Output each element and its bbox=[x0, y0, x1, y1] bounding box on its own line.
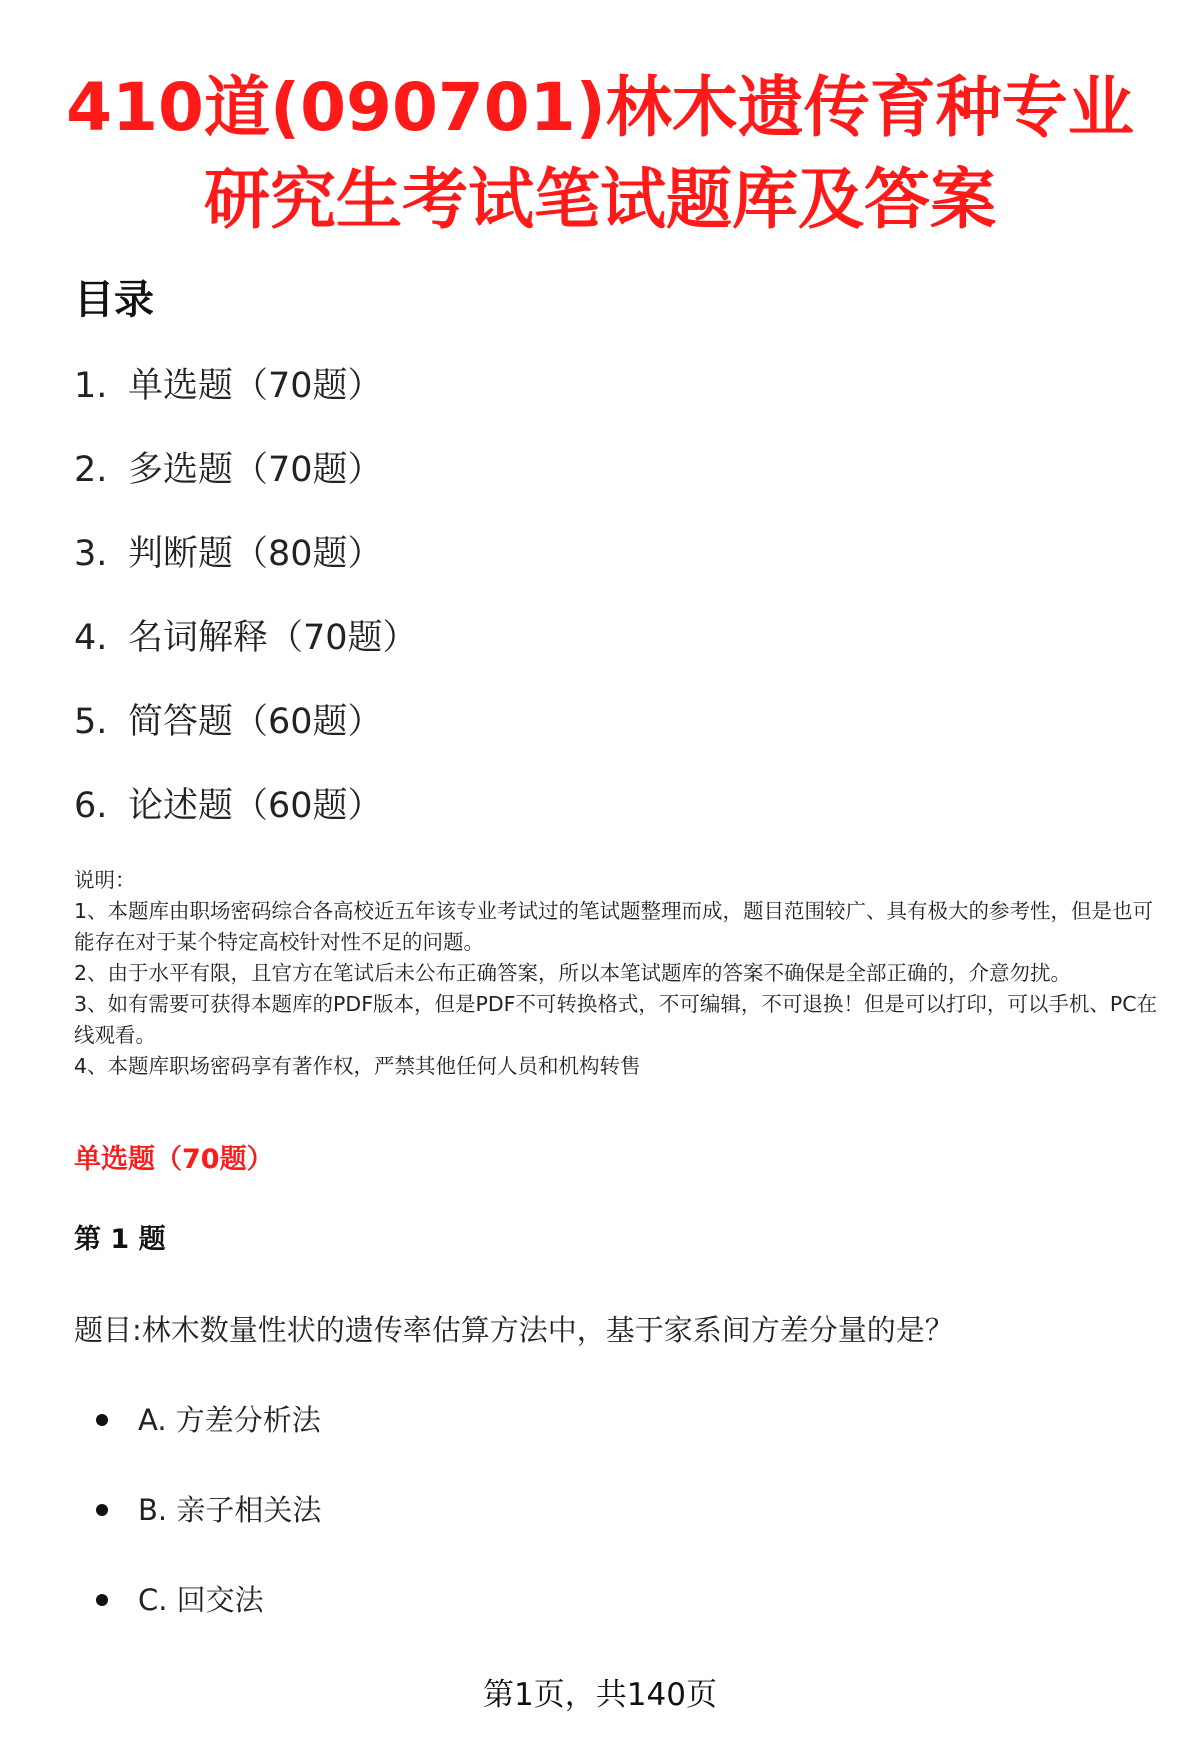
page-footer: 第1页，共140页 bbox=[483, 1677, 717, 1713]
toc-item-label: 论述题（60题） bbox=[128, 786, 383, 826]
bullet-icon bbox=[96, 1504, 108, 1516]
question-text: 题目:林木数量性状的遗传率估算方法中，基于家系间方差分量的是？ bbox=[74, 1313, 954, 1347]
option-item bbox=[96, 1488, 321, 1578]
toc-heading: 目录 bbox=[74, 277, 154, 323]
bullet-icon bbox=[96, 1414, 108, 1426]
question-number: 第 1 题 bbox=[74, 1224, 166, 1255]
toc-item bbox=[74, 528, 418, 612]
note-paragraph: 3、如有需要可获得本题库的PDF版本，但是PDF不可转换格式，不可编辑，不可退换！但是可以打印，可以手机、PC在线观看。 bbox=[74, 992, 1158, 1047]
note-paragraph: 1、本题库由职场密码综合各高校近五年该专业考试过的笔试题整理而成，题目范围较广、具有极大的参考性，但是也可能存在对于某个特定高校针对性不足的问题。 bbox=[74, 899, 1154, 954]
option-item bbox=[96, 1578, 321, 1668]
toc-item-number: 2. bbox=[74, 450, 108, 490]
toc-item-number: 1. bbox=[74, 366, 108, 406]
toc-item bbox=[74, 360, 418, 444]
toc-item-label: 单选题（70题） bbox=[128, 366, 383, 406]
toc-item-number: 3. bbox=[74, 534, 108, 574]
document-title-line-2: 研究生考试笔试题库及答案 bbox=[204, 161, 996, 238]
option-label: C. 回交法 bbox=[138, 1583, 264, 1617]
toc-item bbox=[74, 444, 418, 528]
toc-item-number: 6. bbox=[74, 786, 108, 826]
note-paragraph: 2、由于水平有限，且官方在笔试后未公布正确答案，所以本笔试题库的答案不确保是全部正确的，介意勿扰。 bbox=[74, 961, 1072, 985]
note-paragraph: 4、本题库职场密码享有著作权，严禁其他任何人员和机构转售 bbox=[74, 1054, 641, 1078]
option-item bbox=[96, 1398, 321, 1488]
toc-item-label: 判断题（80题） bbox=[128, 534, 383, 574]
bullet-icon bbox=[96, 1594, 108, 1606]
toc-item bbox=[74, 696, 418, 780]
table-of-contents bbox=[74, 360, 418, 864]
option-label: B. 亲子相关法 bbox=[138, 1493, 322, 1527]
toc-item bbox=[74, 780, 418, 864]
toc-item-label: 名词解释（70题） bbox=[128, 618, 418, 658]
toc-item-label: 多选题（70题） bbox=[128, 450, 383, 490]
section-title: 单选题（70题） bbox=[74, 1144, 274, 1175]
document-title-line-1: 410道(090701)林木遗传育种专业 bbox=[66, 69, 1134, 146]
toc-item-number: 5. bbox=[74, 702, 108, 742]
option-label: A. 方差分析法 bbox=[138, 1403, 321, 1437]
notes-heading: 说明： bbox=[74, 868, 136, 892]
document-title bbox=[0, 62, 1200, 246]
toc-item bbox=[74, 612, 418, 696]
options-list bbox=[96, 1398, 321, 1668]
toc-item-number: 4. bbox=[74, 618, 108, 658]
notes-block bbox=[74, 865, 1164, 1082]
toc-item-label: 简答题（60题） bbox=[128, 702, 383, 742]
